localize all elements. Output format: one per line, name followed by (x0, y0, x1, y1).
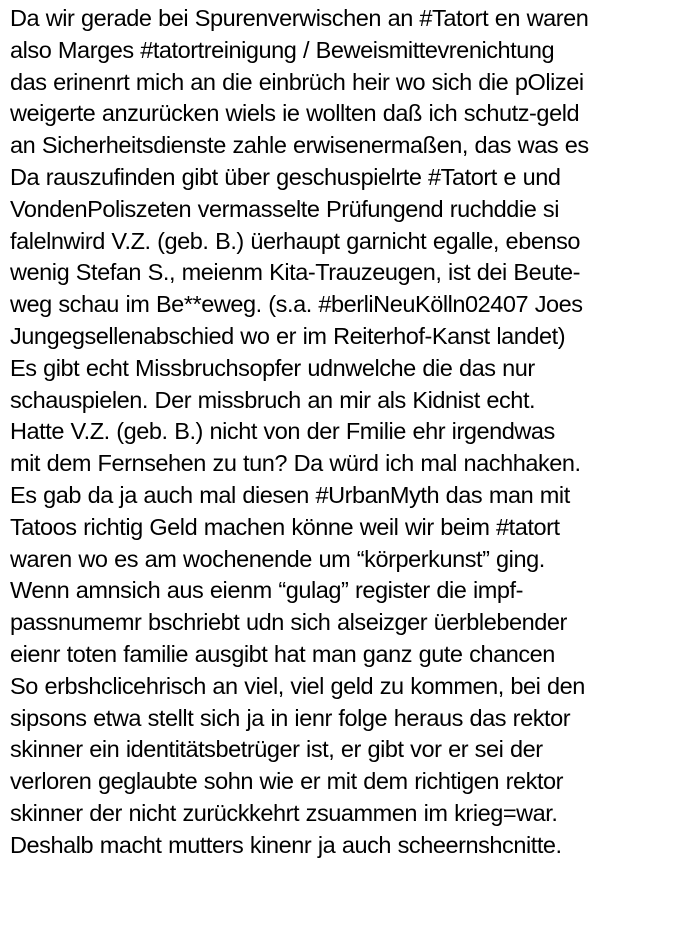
text-line: sipsons etwa stellt sich ja in ienr folge heraus das rektor (10, 704, 571, 731)
document-text (10, 3, 680, 862)
text-line: wenig Stefan S., meienm Kita-Trauzeugen, ist dei Beute- (10, 259, 580, 286)
text-line: weigerte anzurücken wiels ie wollten daß ich schutz-geld (10, 100, 580, 127)
text-line: schauspielen. Der missbruch an mir als Kidnist echt. (10, 386, 536, 413)
text-line: Hatte V.Z. (geb. B.) nicht von der Fmilie ehr irgendwas (10, 418, 555, 445)
text-line: das erinenrt mich an die einbrüch heir wo sich die pOlizei (10, 68, 584, 95)
text-line: verloren geglaubte sohn wie er mit dem richtigen rektor (10, 768, 564, 795)
text-line: VondenPoliszeten vermasselte Prüfungend ruchddie si (10, 195, 560, 222)
text-line: So erbshclicehrisch an viel, viel geld zu kommen, bei den (10, 672, 585, 699)
text-line: mit dem Fernsehen zu tun? Da würd ich mal nachhaken. (10, 450, 581, 477)
text-line: passnumemr bschriebt udn sich alseizger üerblebender (10, 609, 567, 636)
text-line: skinner ein identitätsbetrüger ist, er gibt vor er sei der (10, 736, 543, 763)
text-line: Es gab da ja auch mal diesen #UrbanMyth das man mit (10, 481, 570, 508)
text-line: waren wo es am wochenende um “körperkunst” ging. (10, 545, 545, 572)
text-line: Da rauszufinden gibt über geschuspielrte #Tatort e und (10, 163, 561, 190)
text-line: eienr toten familie ausgibt hat man ganz gute chancen (10, 640, 555, 667)
text-line: weg schau im Be**eweg. (s.a. #berliNeuKölln02407 Joes (10, 291, 583, 318)
text-line: falelnwird V.Z. (geb. B.) üerhaupt garnicht egalle, ebenso (10, 227, 581, 254)
text-line: also Marges #tatortreinigung / Beweismittevrenichtung (10, 36, 555, 63)
text-line: Deshalb macht mutters kinenr ja auch scheernshcnitte. (10, 831, 562, 858)
text-line: Da wir gerade bei Spurenverwischen an #Tatort en waren (10, 5, 589, 31)
text-line: Wenn amnsich aus eienm “gulag” register die impf- (10, 577, 523, 604)
text-line: an Sicherheitsdienste zahle erwisenermaßen, das was es (10, 132, 589, 159)
text-line: skinner der nicht zurückkehrt zsuammen im krieg=war. (10, 799, 558, 826)
text-line: Es gibt echt Missbruchsopfer udnwelche die das nur (10, 354, 535, 381)
text-line: Jungegsellenabschied wo er im Reiterhof-Kanst landet) (10, 322, 566, 349)
text-line: Tatoos richtig Geld machen könne weil wir beim #tatort (10, 513, 560, 540)
